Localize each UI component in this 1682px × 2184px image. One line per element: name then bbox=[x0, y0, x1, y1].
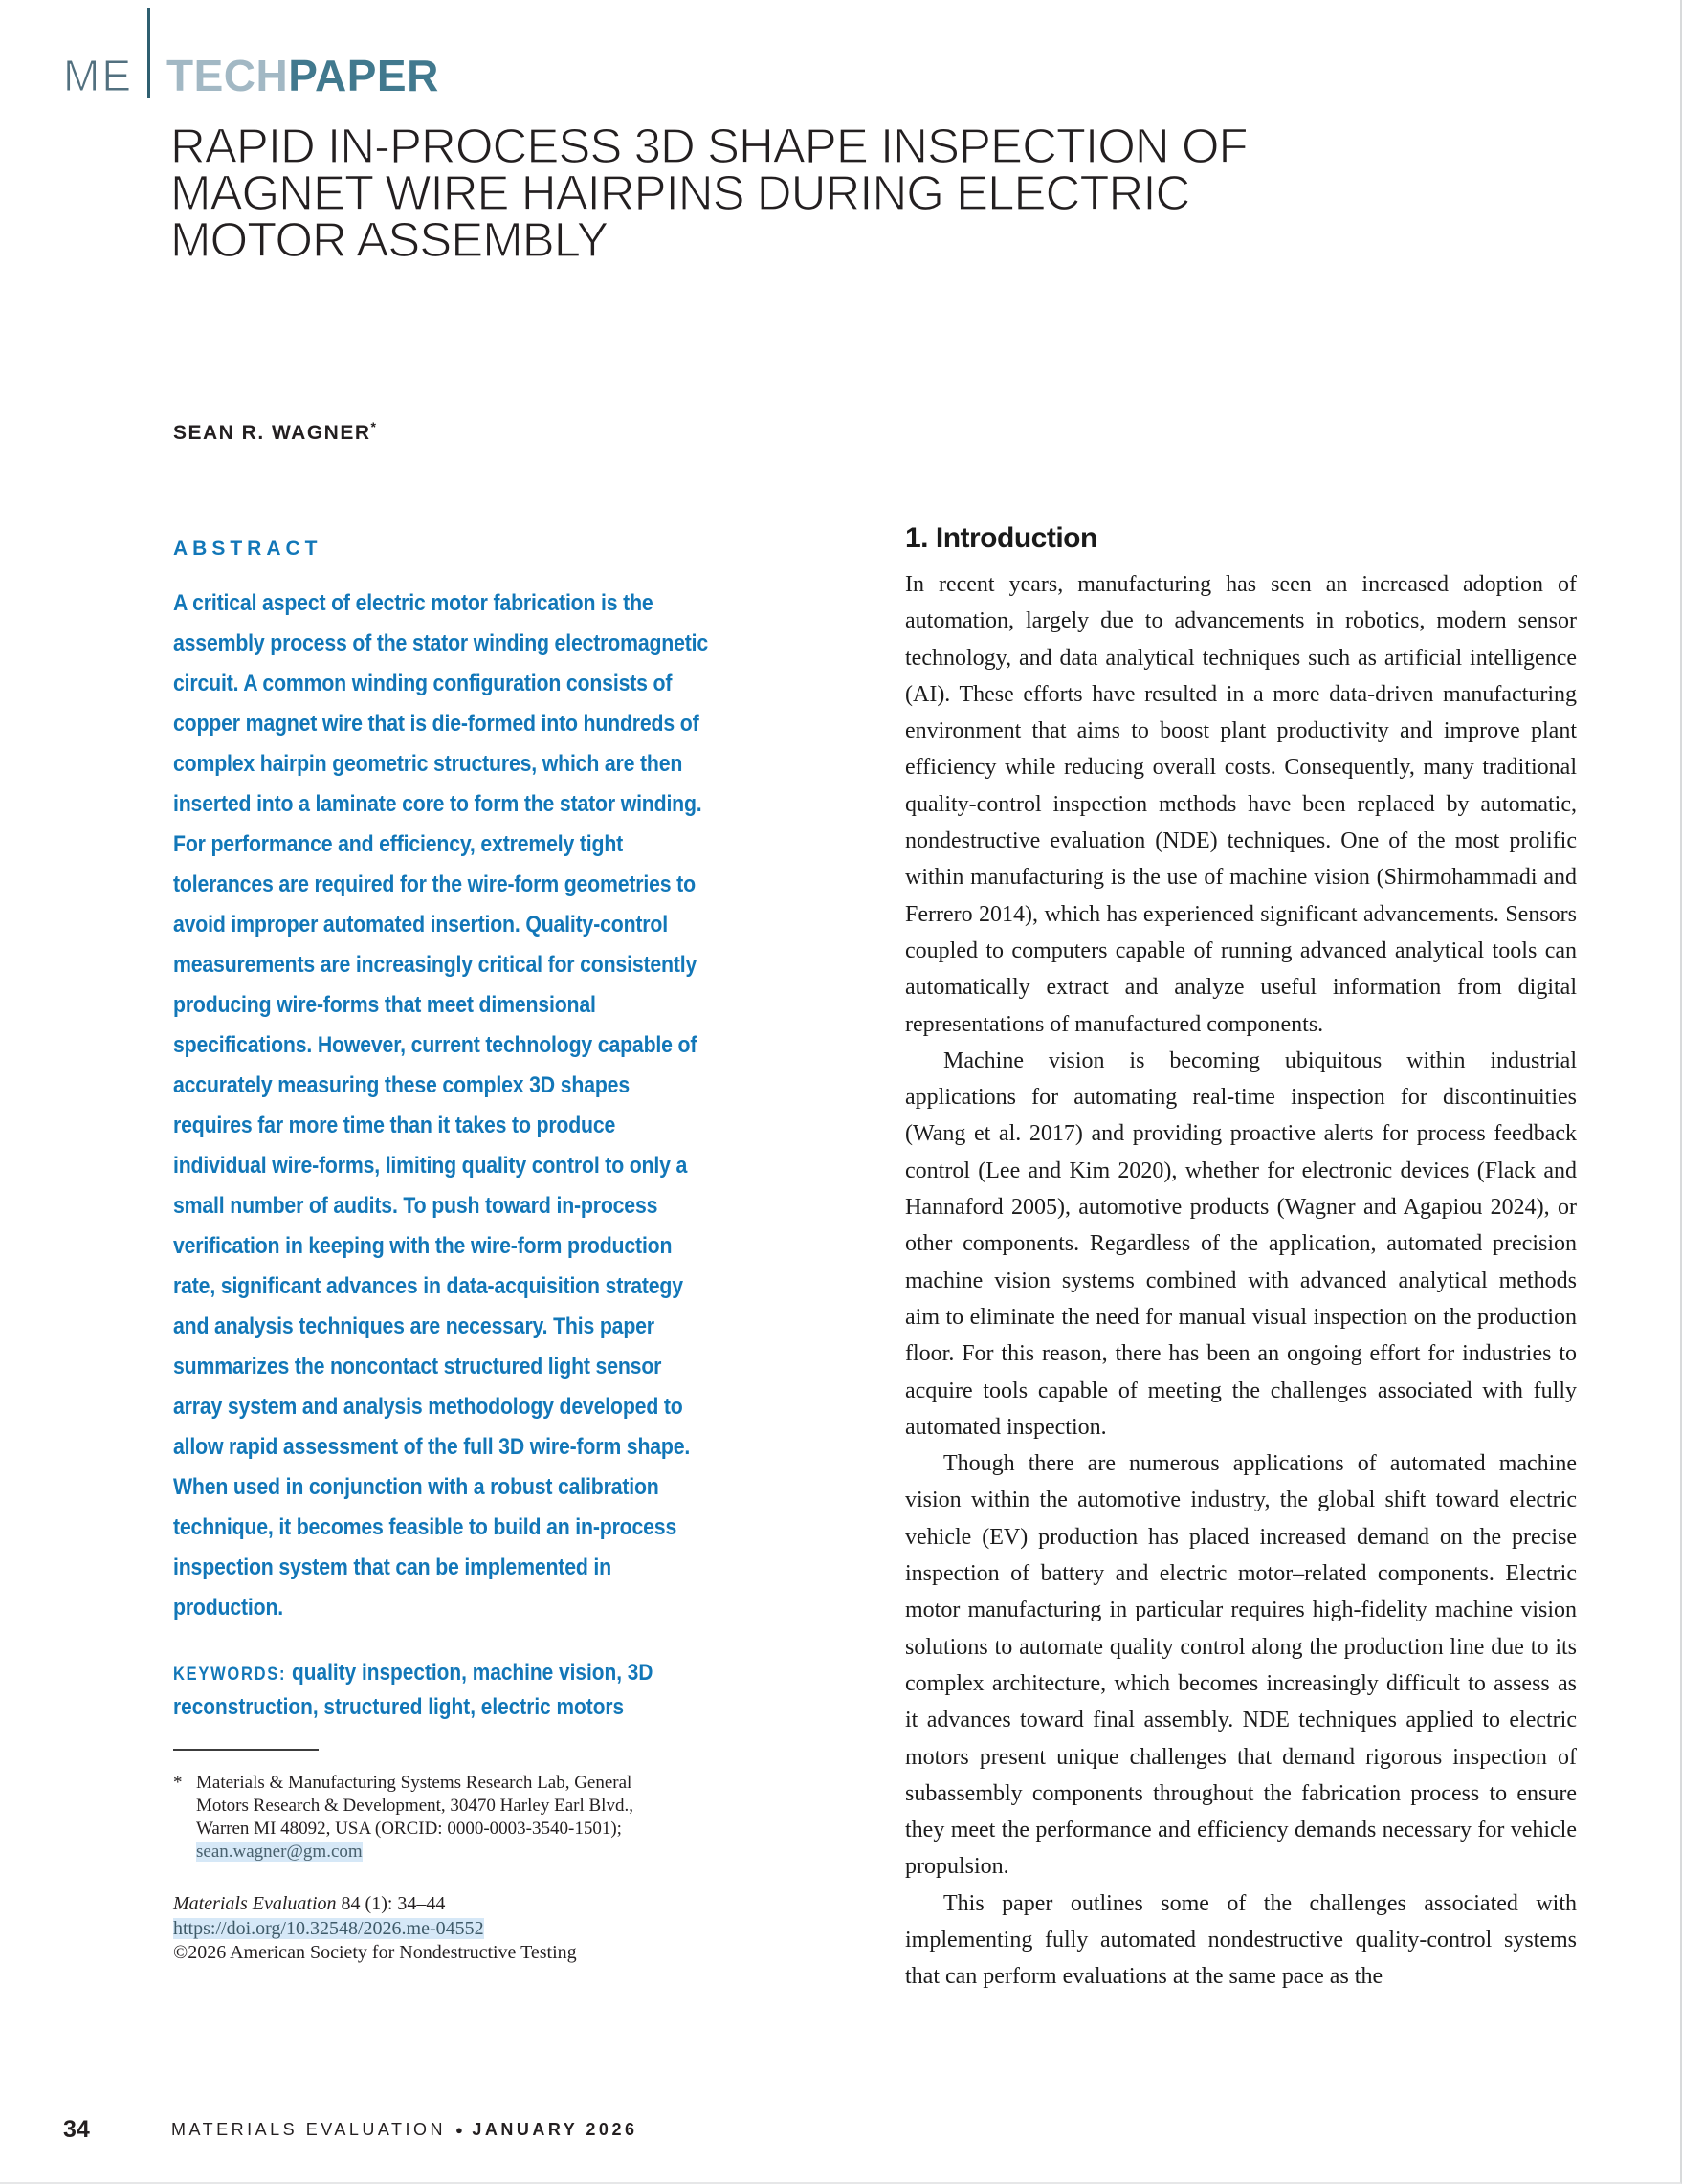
techpaper-logo-tech: TECH bbox=[166, 51, 289, 101]
bullet-icon: ● bbox=[455, 2123, 467, 2137]
introduction-paragraph-3: Though there are numerous applications of automated machine vision within the automotive industry, the global shift toward electric vehicle (EV) production has placed increased demand on the precise inspection of battery and electric motor–related components. Electric motor manufacturing in particular requires high-fidelity machine vision solutions to automate quality control along the production line due to its complex architecture, which becomes increasingly difficult to assess as it advances toward final assembly. NDE techniques applied to electric motors present unique challenges that demand rigorous inspection of subassembly components throughout the fabrication process to ensure they meet the performance and efficiency demands necessary for vehicle propulsion. bbox=[905, 1451, 1577, 1880]
introduction-column bbox=[905, 522, 1577, 1996]
masthead-divider bbox=[147, 8, 150, 98]
article-title bbox=[170, 119, 1376, 267]
author-affiliation-footnote bbox=[173, 1772, 680, 1864]
section-heading-introduction: 1. Introduction bbox=[905, 522, 1097, 554]
author-name-text: SEAN R. WAGNER bbox=[173, 422, 371, 444]
techpaper-logo-paper: PAPER bbox=[288, 51, 439, 101]
footnote-text bbox=[196, 1772, 680, 1864]
footnote-marker: * bbox=[173, 1773, 183, 1793]
citation-copyright-line: ©2026 American Society for Nondestructive Testing bbox=[173, 1942, 577, 1963]
keywords-text: quality inspection, machine vision, 3D reconstruction, structured light, electric motors bbox=[173, 1660, 653, 1720]
journal-logo-me: ME bbox=[63, 51, 133, 101]
citation-doi-line bbox=[173, 1917, 709, 1942]
author-name bbox=[173, 419, 377, 445]
article-title-line-3: MOTOR ASSEMBLY bbox=[170, 212, 609, 267]
footnote-divider bbox=[173, 1749, 319, 1751]
article-title-line-1: RAPID IN-PROCESS 3D SHAPE INSPECTION OF bbox=[170, 119, 1248, 173]
introduction-paragraph-4: This paper outlines some of the challenges associated with implementing fully automated nondestructive quality-control systems that can perform evaluations at the same pace as the bbox=[905, 1890, 1577, 1990]
journal-masthead bbox=[63, 8, 439, 101]
citation-issue-pages: 84 (1): 34–44 bbox=[336, 1893, 446, 1914]
footer-journal-name: MATERIALS EVALUATION bbox=[171, 2120, 447, 2139]
citation-issue-line bbox=[173, 1892, 709, 1917]
abstract-body: A critical aspect of electric motor fabrication is the assembly process of the stator winding electromagnetic circuit. A common winding configuration consists of copper magnet wire that is die-formed into hundreds of complex hairpin geometric structures, which are then inserted into a laminate core to form the stator winding. For performance and efficiency, extremely tight tolerances are required for the wire-form geometries to avoid improper automated insertion. Quality-control measurements are increasingly critical for consistently producing wire-forms that meet dimensional specifications. However, current technology capable of accurately measuring these complex 3D shapes requires far more time than it takes to produce individual wire-forms, limiting quality control to only a small number of audits. To push toward in-process verification in keeping with the wire-form production rate, significant advances in data-acquisition strategy and analysis techniques are necessary. This paper summarizes the noncontact structured light sensor array system and analysis methodology developed to allow rapid assessment of the full 3D wire-form shape. When used in conjunction with a robust calibration technique, it becomes feasible to build an in-process inspection system that can be implemented in production. bbox=[173, 590, 709, 1621]
techpaper-logo bbox=[166, 51, 439, 101]
citation-journal-name: Materials Evaluation bbox=[173, 1893, 337, 1914]
doi-link[interactable]: https://doi.org/10.32548/2026.me-04552 bbox=[173, 1917, 484, 1939]
introduction-paragraph-2: Machine vision is becoming ubiquitous within industrial applications for automating real-time inspection for discontinuities (Wang et al. 2017) and providing proactive alerts for process feedback control (Lee and Kim 2020), whether for electronic devices (Flack and Hannaford 2005), automotive products (Wagner and Agapiou 2024), or other components. Regardless of the application, automated precision machine vision systems combined with advanced analytical methods aim to eliminate the need for manual visual inspection on the production floor. For this reason, there has been an ongoing effort for industries to acquire tools capable of meeting the challenges associated with fully automated inspection. bbox=[905, 1048, 1577, 1440]
author-footnote-marker: * bbox=[370, 419, 378, 434]
keywords-label: KEYWORDS: bbox=[173, 1665, 287, 1685]
page-number: 34 bbox=[63, 2116, 90, 2143]
footnote-affiliation: Materials & Manufacturing Systems Research Lab, General Motors Research & Development, 30470 Harley Earl Blvd., Warren MI 48092, USA (ORCID: 0000-0003-3540-1501); bbox=[196, 1773, 633, 1839]
running-footer bbox=[171, 2120, 637, 2140]
footer-issue-date: JANUARY 2026 bbox=[472, 2120, 638, 2139]
author-email-link[interactable]: sean.wagner@gm.com bbox=[196, 1842, 363, 1862]
introduction-paragraph-1: In recent years, manufacturing has seen an increased adoption of automation, largely due to advancements in robotics, modern sensor technology, and data analytical techniques such as artificial intelligence (AI). These efforts have resulted in a more data-driven manufacturing environment that aims to boost plant productivity and improve plant efficiency while reducing overall costs. Consequently, many traditional quality-control inspection methods have been replaced by automatic, nondestructive evaluation (NDE) techniques. One of the most prolific within manufacturing is the use of machine vision (Shirmohammadi and Ferrero 2014), which has experienced significant advancements. Sensors coupled to computers capable of running advanced analytical tools can automatically extract and analyze useful information from digital representations of manufactured components. bbox=[905, 572, 1577, 1037]
article-title-line-2: MAGNET WIRE HAIRPINS DURING ELECTRIC bbox=[170, 165, 1190, 220]
citation-block bbox=[173, 1892, 709, 1966]
abstract-column bbox=[173, 538, 709, 1966]
abstract-heading: ABSTRACT bbox=[173, 538, 322, 560]
keywords-block bbox=[173, 1657, 709, 1724]
